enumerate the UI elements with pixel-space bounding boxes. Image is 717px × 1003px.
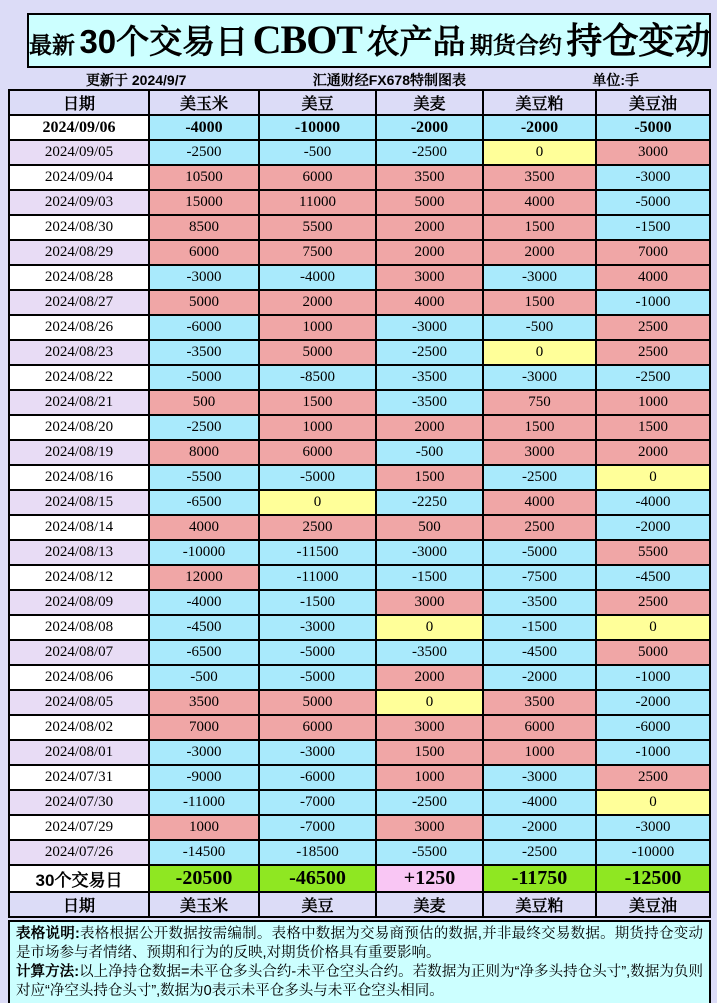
value-cell: 3000 — [376, 715, 483, 740]
value-cell: 1500 — [259, 390, 376, 415]
value-cell: 0 — [483, 140, 596, 165]
value-cell: -2500 — [376, 140, 483, 165]
value-cell: -500 — [259, 140, 376, 165]
value-cell: -4000 — [483, 790, 596, 815]
table-row — [9, 565, 710, 590]
value-cell: 1500 — [483, 415, 596, 440]
value-cell: 1000 — [596, 390, 710, 415]
date-cell: 2024/07/30 — [9, 790, 149, 815]
value-cell: -3000 — [483, 765, 596, 790]
value-cell: -2500 — [376, 340, 483, 365]
value-cell: 4000 — [376, 290, 483, 315]
table-row — [9, 690, 710, 715]
value-cell: -2000 — [376, 115, 483, 140]
date-cell: 2024/08/07 — [9, 640, 149, 665]
value-cell: 3500 — [483, 690, 596, 715]
note-label: 表格说明: — [16, 926, 80, 942]
value-cell: -1500 — [376, 565, 483, 590]
positions-table — [8, 89, 711, 918]
value-cell: -3000 — [376, 540, 483, 565]
footer-column-header: 美玉米 — [149, 892, 259, 917]
title-part: 期货合约 — [469, 32, 562, 58]
value-cell: -6000 — [259, 765, 376, 790]
value-cell: 6000 — [259, 165, 376, 190]
title-part: 持仓变动 — [566, 20, 711, 61]
value-cell: -1000 — [596, 290, 710, 315]
value-cell: -10000 — [149, 540, 259, 565]
value-cell: -2500 — [149, 415, 259, 440]
value-cell: 1500 — [596, 415, 710, 440]
value-cell: 2000 — [596, 440, 710, 465]
value-cell: -5000 — [259, 465, 376, 490]
value-cell: 1000 — [376, 765, 483, 790]
value-cell: -6000 — [596, 715, 710, 740]
value-cell: 2500 — [483, 515, 596, 540]
value-cell: 5500 — [596, 540, 710, 565]
value-cell: 0 — [376, 615, 483, 640]
table-row — [9, 615, 710, 640]
value-cell: 3000 — [376, 590, 483, 615]
table-row — [9, 265, 710, 290]
footer-column-header: 美豆粕 — [483, 892, 596, 917]
title-part: CBOT — [252, 17, 362, 62]
value-cell: 7000 — [149, 715, 259, 740]
subtitle-bar — [8, 70, 711, 89]
value-cell: 7000 — [596, 240, 710, 265]
value-cell: -14500 — [149, 840, 259, 865]
value-cell: 3500 — [149, 690, 259, 715]
date-cell: 2024/08/26 — [9, 315, 149, 340]
value-cell: 0 — [596, 790, 710, 815]
value-cell: 5000 — [259, 690, 376, 715]
value-cell: -3500 — [376, 365, 483, 390]
value-cell: 0 — [259, 490, 376, 515]
value-cell: -3000 — [259, 615, 376, 640]
value-cell: 8000 — [149, 440, 259, 465]
value-cell: 10500 — [149, 165, 259, 190]
table-row — [9, 190, 710, 215]
date-cell: 2024/09/05 — [9, 140, 149, 165]
date-cell: 2024/08/19 — [9, 440, 149, 465]
date-cell: 2024/08/15 — [9, 490, 149, 515]
table-row — [9, 815, 710, 840]
summary-row — [9, 865, 710, 892]
table-row — [9, 215, 710, 240]
value-cell: -11000 — [259, 565, 376, 590]
value-cell: 6000 — [149, 240, 259, 265]
value-cell: 7500 — [259, 240, 376, 265]
value-cell: 1500 — [483, 215, 596, 240]
value-cell: -5500 — [149, 465, 259, 490]
value-cell: -2500 — [483, 840, 596, 865]
summary-value: -46500 — [259, 865, 376, 892]
summary-value: +1250 — [376, 865, 483, 892]
value-cell: 3000 — [376, 815, 483, 840]
title-part: 农产品 — [366, 23, 466, 60]
summary-value: -12500 — [596, 865, 710, 892]
table-body — [9, 115, 710, 865]
value-cell: -4000 — [149, 115, 259, 140]
value-cell: 1000 — [259, 315, 376, 340]
value-cell: 500 — [376, 515, 483, 540]
table-row — [9, 715, 710, 740]
table-row — [9, 740, 710, 765]
note-label: 计算方法: — [16, 964, 80, 980]
updated-label: 更新于 2024/9/7 — [86, 71, 187, 88]
column-header: 美玉米 — [149, 90, 259, 115]
value-cell: -11000 — [149, 790, 259, 815]
value-cell: -10000 — [259, 115, 376, 140]
value-cell: 2500 — [596, 590, 710, 615]
value-cell: -10000 — [596, 840, 710, 865]
value-cell: 0 — [483, 340, 596, 365]
value-cell: -6500 — [149, 490, 259, 515]
table-row — [9, 440, 710, 465]
value-cell: 2500 — [596, 765, 710, 790]
value-cell: -3000 — [483, 265, 596, 290]
value-cell: 500 — [149, 390, 259, 415]
value-cell: -5000 — [259, 665, 376, 690]
date-cell: 2024/09/03 — [9, 190, 149, 215]
value-cell: -1500 — [259, 590, 376, 615]
date-cell: 2024/08/21 — [9, 390, 149, 415]
value-cell: -3000 — [596, 165, 710, 190]
value-cell: -7500 — [483, 565, 596, 590]
value-cell: 2000 — [376, 240, 483, 265]
footer-header-row — [9, 892, 710, 917]
value-cell: 15000 — [149, 190, 259, 215]
value-cell: -4500 — [149, 615, 259, 640]
date-cell: 2024/08/23 — [9, 340, 149, 365]
value-cell: 0 — [596, 615, 710, 640]
table-row — [9, 390, 710, 415]
value-cell: 0 — [376, 690, 483, 715]
value-cell: -3000 — [259, 740, 376, 765]
date-cell: 2024/08/09 — [9, 590, 149, 615]
value-cell: -4500 — [483, 640, 596, 665]
table-row — [9, 415, 710, 440]
table-row — [9, 490, 710, 515]
summary-value: -20500 — [149, 865, 259, 892]
value-cell: -3000 — [596, 815, 710, 840]
value-cell: 2000 — [483, 240, 596, 265]
date-cell: 2024/08/14 — [9, 515, 149, 540]
footer-column-header: 美豆 — [259, 892, 376, 917]
note-paragraph — [16, 963, 703, 1001]
value-cell: -3500 — [376, 390, 483, 415]
value-cell: 4000 — [483, 490, 596, 515]
value-cell: -9000 — [149, 765, 259, 790]
value-cell: 3000 — [376, 265, 483, 290]
date-cell: 2024/08/29 — [9, 240, 149, 265]
value-cell: 3000 — [596, 140, 710, 165]
column-header: 美麦 — [376, 90, 483, 115]
value-cell: -4000 — [149, 590, 259, 615]
table-row — [9, 790, 710, 815]
value-cell: -2500 — [376, 790, 483, 815]
date-cell: 2024/09/06 — [9, 115, 149, 140]
value-cell: -2000 — [483, 665, 596, 690]
value-cell: 6000 — [259, 715, 376, 740]
value-cell: -2000 — [596, 515, 710, 540]
table-row — [9, 365, 710, 390]
value-cell: 4000 — [483, 190, 596, 215]
value-cell: 0 — [596, 465, 710, 490]
value-cell: 8500 — [149, 215, 259, 240]
value-cell: -7000 — [259, 815, 376, 840]
value-cell: -5000 — [259, 640, 376, 665]
value-cell: 750 — [483, 390, 596, 415]
date-cell: 2024/08/06 — [9, 665, 149, 690]
value-cell: -3000 — [149, 740, 259, 765]
footer-column-header: 美豆油 — [596, 892, 710, 917]
value-cell: -3500 — [376, 640, 483, 665]
value-cell: -2000 — [483, 815, 596, 840]
value-cell: -2500 — [596, 365, 710, 390]
table-row — [9, 165, 710, 190]
date-cell: 2024/08/01 — [9, 740, 149, 765]
table-row — [9, 140, 710, 165]
date-cell: 2024/07/31 — [9, 765, 149, 790]
value-cell: 12000 — [149, 565, 259, 590]
table-row — [9, 840, 710, 865]
table-row — [9, 765, 710, 790]
value-cell: -2500 — [149, 140, 259, 165]
page-title — [27, 13, 711, 68]
value-cell: 5000 — [149, 290, 259, 315]
value-cell: -1500 — [483, 615, 596, 640]
value-cell: -5000 — [596, 115, 710, 140]
date-cell: 2024/08/28 — [9, 265, 149, 290]
table-row — [9, 540, 710, 565]
date-cell: 2024/07/26 — [9, 840, 149, 865]
value-cell: 5000 — [376, 190, 483, 215]
value-cell: -500 — [376, 440, 483, 465]
date-cell: 2024/08/30 — [9, 215, 149, 240]
summary-label: 30个交易日 — [9, 865, 149, 892]
note-paragraph — [16, 925, 703, 963]
date-cell: 2024/08/27 — [9, 290, 149, 315]
value-cell: 4000 — [596, 265, 710, 290]
value-cell: 2500 — [259, 515, 376, 540]
value-cell: 11000 — [259, 190, 376, 215]
value-cell: 3000 — [483, 440, 596, 465]
value-cell: 3500 — [376, 165, 483, 190]
value-cell: -500 — [149, 665, 259, 690]
value-cell: -2250 — [376, 490, 483, 515]
value-cell: 3500 — [483, 165, 596, 190]
value-cell: 1000 — [483, 740, 596, 765]
value-cell: -1000 — [596, 740, 710, 765]
table-row — [9, 665, 710, 690]
value-cell: 1500 — [376, 465, 483, 490]
value-cell: 2000 — [259, 290, 376, 315]
value-cell: 4000 — [149, 515, 259, 540]
value-cell: -3500 — [483, 590, 596, 615]
value-cell: -8500 — [259, 365, 376, 390]
footer-column-header: 日期 — [9, 892, 149, 917]
value-cell: 2500 — [596, 315, 710, 340]
value-cell: -2000 — [596, 690, 710, 715]
value-cell: 1500 — [376, 740, 483, 765]
value-cell: -5500 — [376, 840, 483, 865]
value-cell: 5500 — [259, 215, 376, 240]
column-header: 美豆油 — [596, 90, 710, 115]
value-cell: -4000 — [259, 265, 376, 290]
value-cell: -3500 — [149, 340, 259, 365]
table-row — [9, 240, 710, 265]
value-cell: -2000 — [483, 115, 596, 140]
title-part: 最新 — [29, 32, 75, 58]
header-row — [9, 90, 710, 115]
value-cell: 6000 — [259, 440, 376, 465]
date-cell: 2024/08/12 — [9, 565, 149, 590]
value-cell: -1500 — [596, 215, 710, 240]
date-cell: 2024/08/22 — [9, 365, 149, 390]
footer-column-header: 美麦 — [376, 892, 483, 917]
date-cell: 2024/08/20 — [9, 415, 149, 440]
value-cell: -5000 — [149, 365, 259, 390]
date-cell: 2024/07/29 — [9, 815, 149, 840]
value-cell: -3000 — [376, 315, 483, 340]
value-cell: -7000 — [259, 790, 376, 815]
value-cell: 5000 — [596, 640, 710, 665]
value-cell: 2000 — [376, 415, 483, 440]
value-cell: -500 — [483, 315, 596, 340]
value-cell: -3000 — [483, 365, 596, 390]
title-part: 30个交易日 — [79, 23, 249, 60]
table-row — [9, 515, 710, 540]
value-cell: -11500 — [259, 540, 376, 565]
value-cell: 5000 — [259, 340, 376, 365]
value-cell: 1000 — [259, 415, 376, 440]
value-cell: 2000 — [376, 215, 483, 240]
date-cell: 2024/08/05 — [9, 690, 149, 715]
date-cell: 2024/08/16 — [9, 465, 149, 490]
date-cell: 2024/09/04 — [9, 165, 149, 190]
value-cell: -6000 — [149, 315, 259, 340]
value-cell: 2000 — [376, 665, 483, 690]
table-row — [9, 590, 710, 615]
unit-label: 单位:手 — [592, 71, 639, 88]
notes-box — [8, 920, 711, 1003]
value-cell: -4000 — [596, 490, 710, 515]
value-cell: 2500 — [596, 340, 710, 365]
value-cell: -6500 — [149, 640, 259, 665]
table-row — [9, 340, 710, 365]
value-cell: -4500 — [596, 565, 710, 590]
table-row — [9, 315, 710, 340]
note-text: 表格根据公开数据按需编制。表格中数据为交易商预估的数据,并非最终交易数据。期货持仓变动是市场参与者情绪、预期和行为的反映,对期货价格具有重要影响。 — [16, 926, 703, 961]
column-header: 美豆 — [259, 90, 376, 115]
value-cell: -3000 — [149, 265, 259, 290]
note-text: 以上净持仓数据=未平仓多头合约-未平仓空头合约。若数据为正则为“净多头持仓头寸”,数据为负则对应“净空头持仓头寸”,数据为0表示未平仓多头与未平仓空头相同。 — [16, 964, 703, 999]
table-row — [9, 640, 710, 665]
table-row — [9, 465, 710, 490]
value-cell: 1000 — [149, 815, 259, 840]
value-cell: 1500 — [483, 290, 596, 315]
date-cell: 2024/08/13 — [9, 540, 149, 565]
table-row — [9, 115, 710, 140]
value-cell: -2500 — [483, 465, 596, 490]
date-cell: 2024/08/02 — [9, 715, 149, 740]
value-cell: 6000 — [483, 715, 596, 740]
value-cell: -5000 — [483, 540, 596, 565]
value-cell: -5000 — [596, 190, 710, 215]
value-cell: -1000 — [596, 665, 710, 690]
column-header: 美豆粕 — [483, 90, 596, 115]
date-cell: 2024/08/08 — [9, 615, 149, 640]
table-row — [9, 290, 710, 315]
source-label: 汇通财经FX678特制图表 — [312, 71, 466, 88]
column-header: 日期 — [9, 90, 149, 115]
summary-value: -11750 — [483, 865, 596, 892]
value-cell: -18500 — [259, 840, 376, 865]
